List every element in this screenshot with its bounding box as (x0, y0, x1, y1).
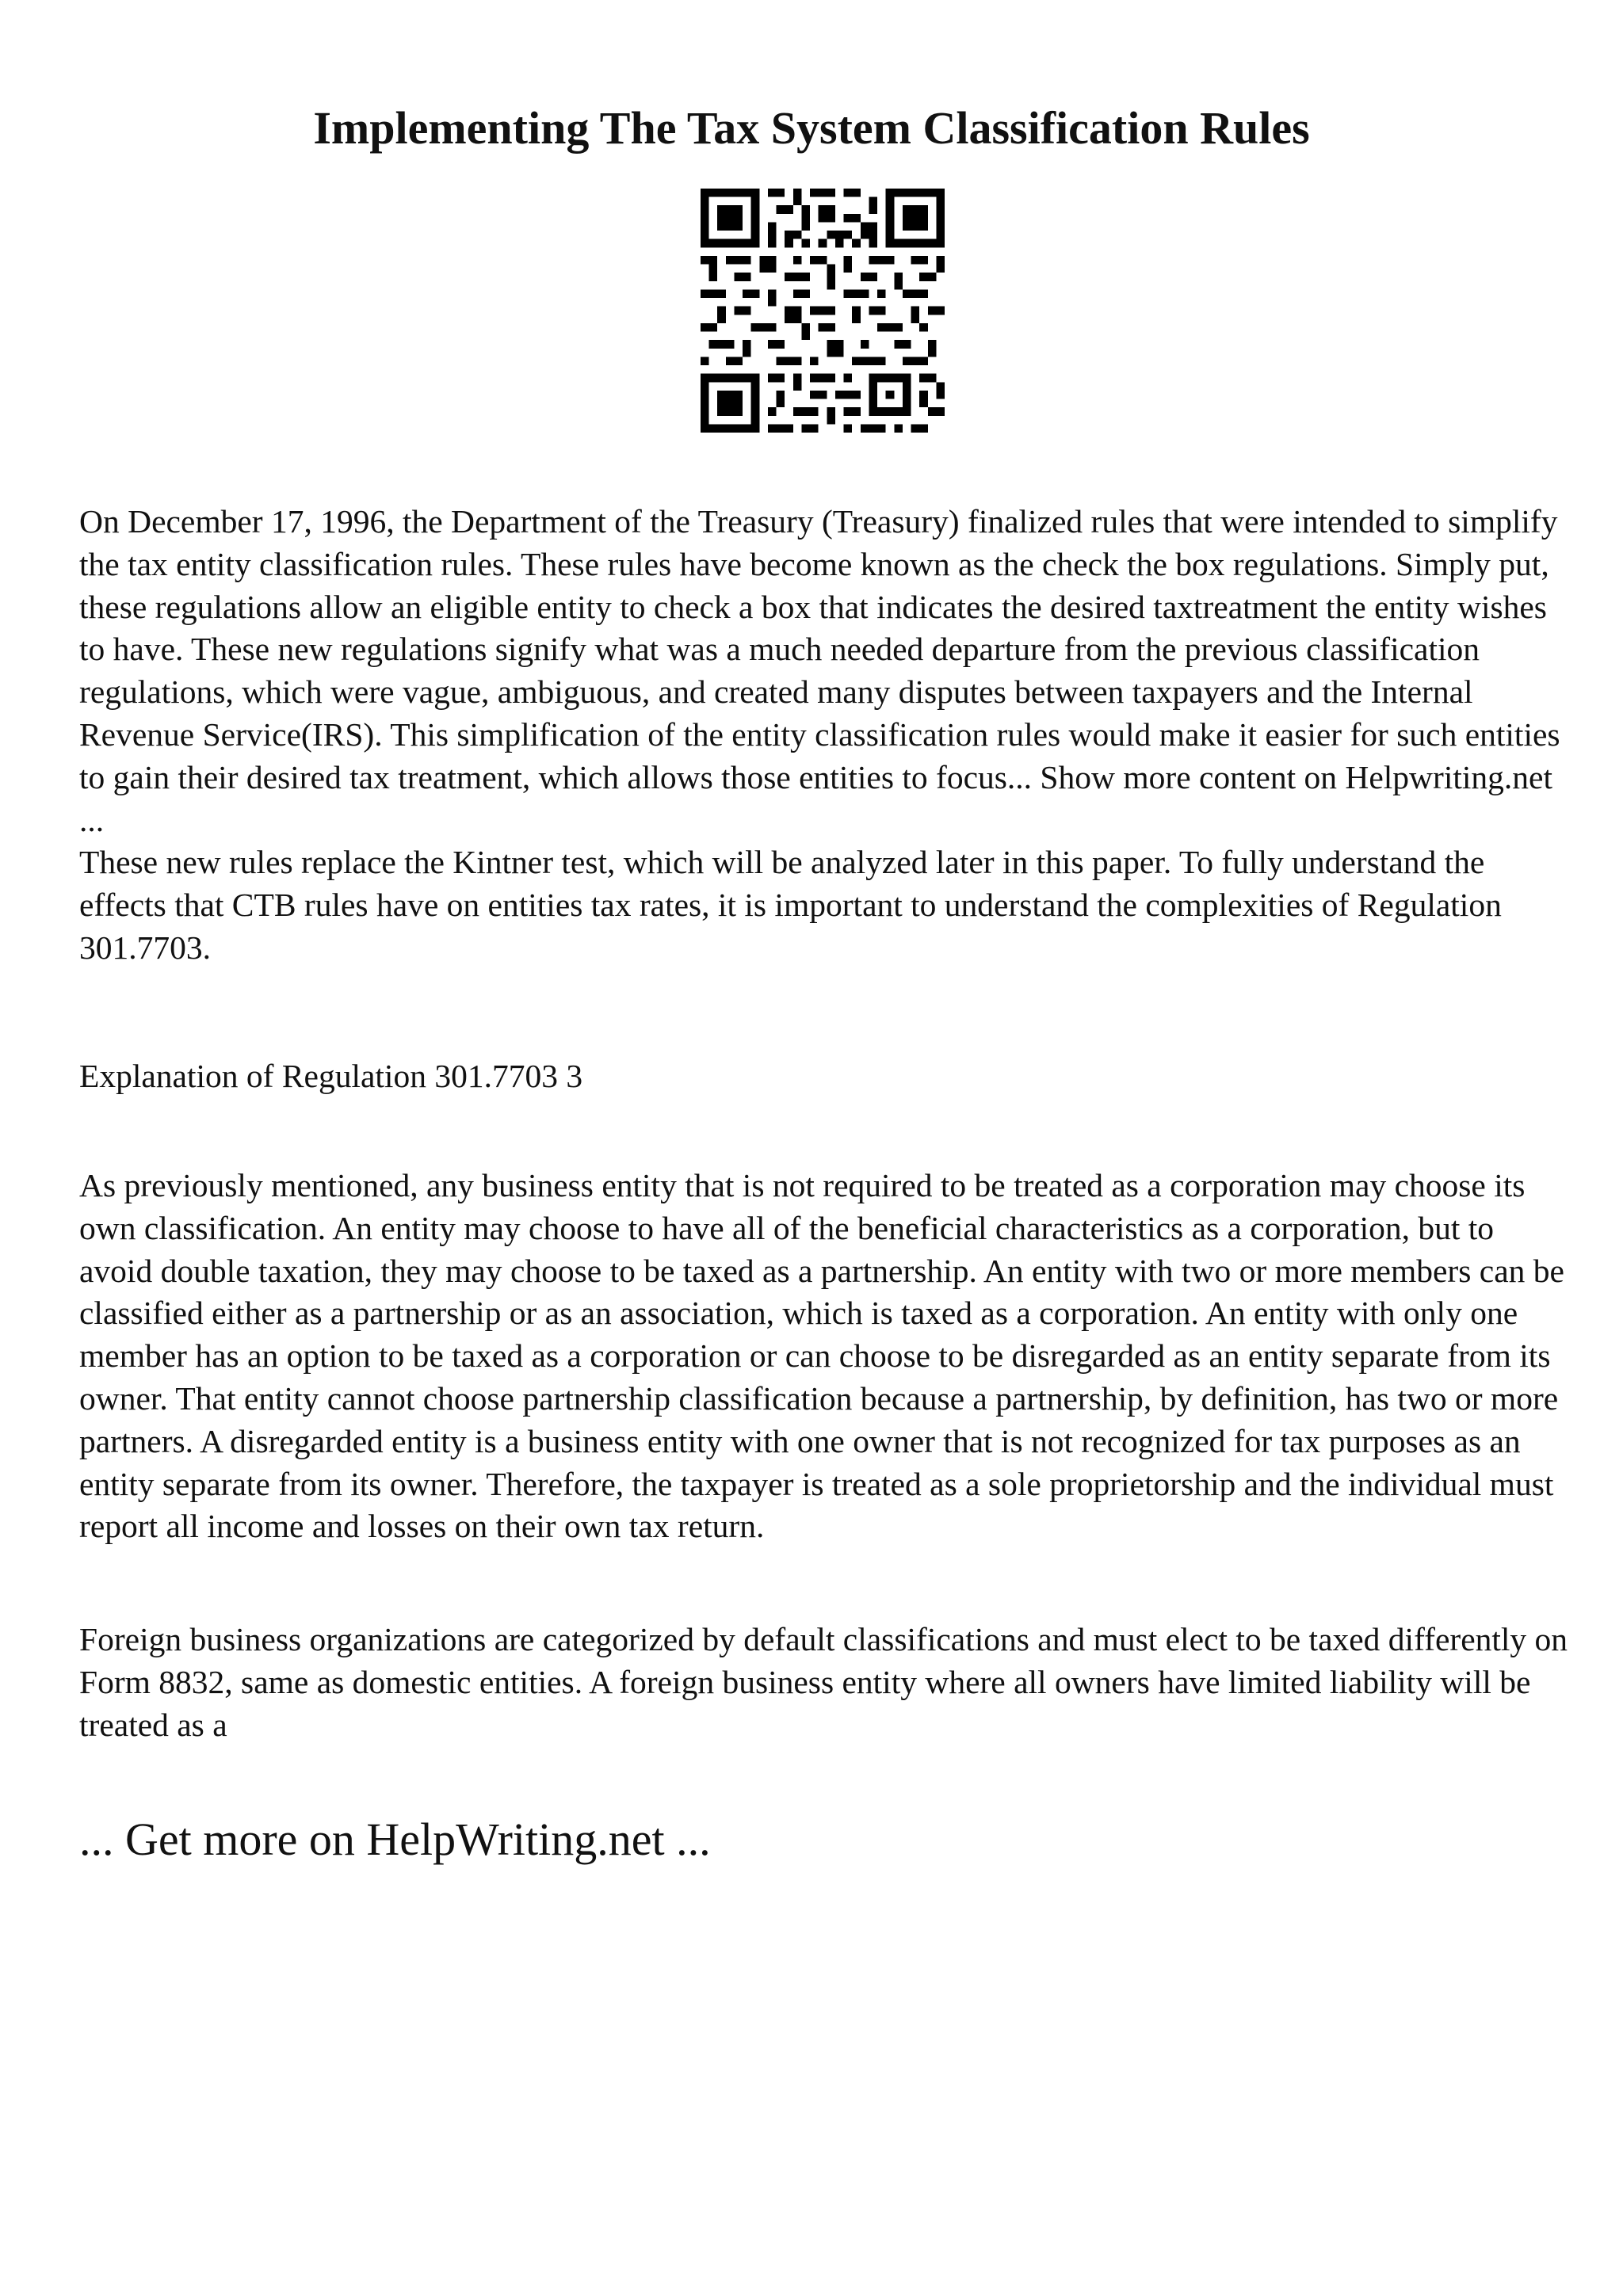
paragraph-classification: As previously mentioned, any business entity that is not required to be treated as a corporation may choose its own classification. An entity may choose to have all of the beneficial characteristics as a corporation, but to avoid double taxation, they may choose to be taxed as a partnership. An entity with two or more members can be classified either as a partnership or as an association, which is taxed as a corporation. An entity with only one member has an option to be taxed as a corporation or can choose to be disregarded as an entity separate from its owner. That entity cannot choose partnership classification because a partnership, by definition, has two or more partners. A disregarded entity is a business entity with one owner that is not recognized for tax purposes as an entity separate from its owner. Therefore, the taxpayer is treated as a sole proprietorship and the individual must report all income and losses on their own tax return. (79, 1167, 1564, 1545)
document-title: Implementing The Tax System Classification Rules (313, 102, 1310, 154)
qr-code-icon (701, 189, 945, 433)
paragraph-intro: On December 17, 1996, the Department of the Treasury (Treasury) finalized rules that were intended to simplify the tax entity classification rules. These rules have become known as the check the box regulations. Simply put, these regulations allow an eligible entity to check a box that indicates the desired taxtreatment the entity wishes to have. These new regulations signify what was a much needed departure from the previous classification regulations, which were vague, ambiguous, and created many disputes between taxpayers and the Internal Revenue Service(IRS). This simplification of the entity classification rules would make it easier for such entities to gain their desired tax treatment, which allows those entities to focus... Show more content on Helpwriting.net ... These new rules replace the Kintner test, which will be analyzed later in this paper. To fully understand the effects that CTB rules have on entities tax rates, it is important to understand the complexities of Regulation 301.7703. (79, 503, 1560, 966)
section-heading-regulation: Explanation of Regulation 301.7703 3 (79, 1058, 583, 1094)
get-more-link[interactable]: ... Get more on HelpWriting.net ... (79, 1814, 711, 1865)
paragraph-foreign-entities: Foreign business organizations are categorized by default classifications and must elect to be taxed differently on Form 8832, same as domestic entities. A foreign business entity where all owners have limited liability will be treated as a (79, 1621, 1568, 1743)
